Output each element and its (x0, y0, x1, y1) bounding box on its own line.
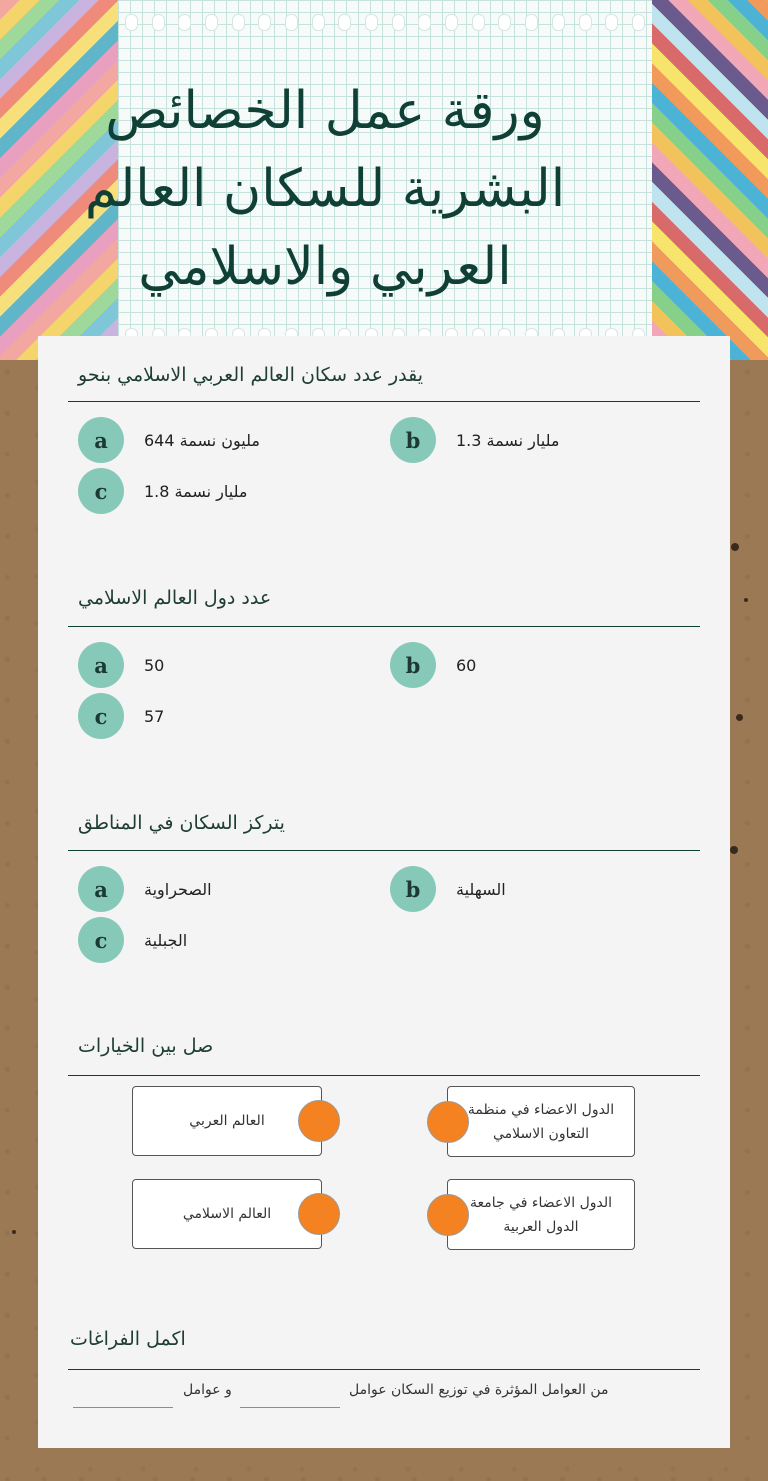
question-2-option-c[interactable] (78, 693, 164, 739)
option-letter-badge: a (78, 417, 124, 463)
option-letter-badge: a (78, 866, 124, 912)
option-letter-badge: c (78, 693, 124, 739)
blank-input-2[interactable] (73, 1407, 173, 1408)
ink-splatter (12, 1230, 16, 1234)
ink-splatter (731, 543, 739, 551)
question-2-prompt: عدد دول العالم الاسلامي (78, 587, 272, 609)
matching-prompt: صل بين الخيارات (78, 1035, 214, 1057)
match-item-left-1[interactable]: العالم العربي (132, 1086, 322, 1156)
binder-holes-top (118, 14, 652, 32)
option-text: 50 (144, 655, 165, 675)
divider (68, 626, 700, 627)
divider (68, 1369, 700, 1370)
question-3-option-a[interactable] (78, 866, 212, 912)
question-1-option-c[interactable] (78, 468, 247, 514)
match-connector-dot[interactable] (427, 1101, 469, 1143)
divider (68, 401, 700, 402)
match-item-right-1[interactable]: الدول الاعضاء في منظمة التعاون الاسلامي (447, 1086, 635, 1157)
option-letter-badge: c (78, 917, 124, 963)
option-text: الصحراوية (144, 879, 212, 899)
match-connector-dot[interactable] (427, 1194, 469, 1236)
question-3-option-c[interactable] (78, 917, 187, 963)
divider (68, 850, 700, 851)
ink-splatter (744, 598, 748, 602)
option-text: 644 مليون نسمة (144, 430, 260, 450)
question-3-option-b[interactable] (390, 866, 506, 912)
fill-connector: و عوامل (183, 1382, 232, 1398)
fill-blanks-prompt: اكمل الفراغات (70, 1328, 186, 1350)
ink-splatter (730, 846, 738, 854)
match-item-left-2[interactable]: العالم الاسلامي (132, 1179, 322, 1249)
option-text: 1.8 مليار نسمة (144, 481, 248, 501)
divider (68, 1075, 700, 1076)
question-2-option-a[interactable] (78, 642, 164, 688)
header-decoration-right (652, 0, 768, 360)
option-letter-badge: b (390, 866, 436, 912)
option-text: الجبلية (144, 930, 188, 950)
question-3-prompt: يتركز السكان في المناطق (78, 812, 285, 834)
page-title: ورقة عمل الخصائص البشرية للسكان العالم العربي والاسلامي (84, 81, 566, 297)
blank-input-1[interactable] (240, 1407, 340, 1408)
worksheet (38, 336, 730, 1448)
question-2-option-b[interactable] (390, 642, 476, 688)
option-text: 1.3 مليار نسمة (456, 430, 560, 450)
option-text: 57 (144, 706, 165, 726)
question-1-option-a[interactable] (78, 417, 260, 463)
match-item-right-2[interactable]: الدول الاعضاء في جامعة الدول العربية (447, 1179, 635, 1250)
question-1-prompt: يقدر عدد سكان العالم العربي الاسلامي بنحو (78, 364, 423, 386)
option-letter-badge: c (78, 468, 124, 514)
question-1-option-b[interactable] (390, 417, 559, 463)
option-letter-badge: a (78, 642, 124, 688)
option-text: 60 (456, 655, 477, 675)
option-letter-badge: b (390, 642, 436, 688)
fill-sentence-start: من العوامل المؤثرة في توزيع السكان عوامل (349, 1382, 609, 1398)
option-letter-badge: b (390, 417, 436, 463)
match-connector-dot[interactable] (298, 1193, 340, 1235)
option-text: السهلية (456, 879, 506, 899)
match-connector-dot[interactable] (298, 1100, 340, 1142)
ink-splatter (736, 714, 743, 721)
